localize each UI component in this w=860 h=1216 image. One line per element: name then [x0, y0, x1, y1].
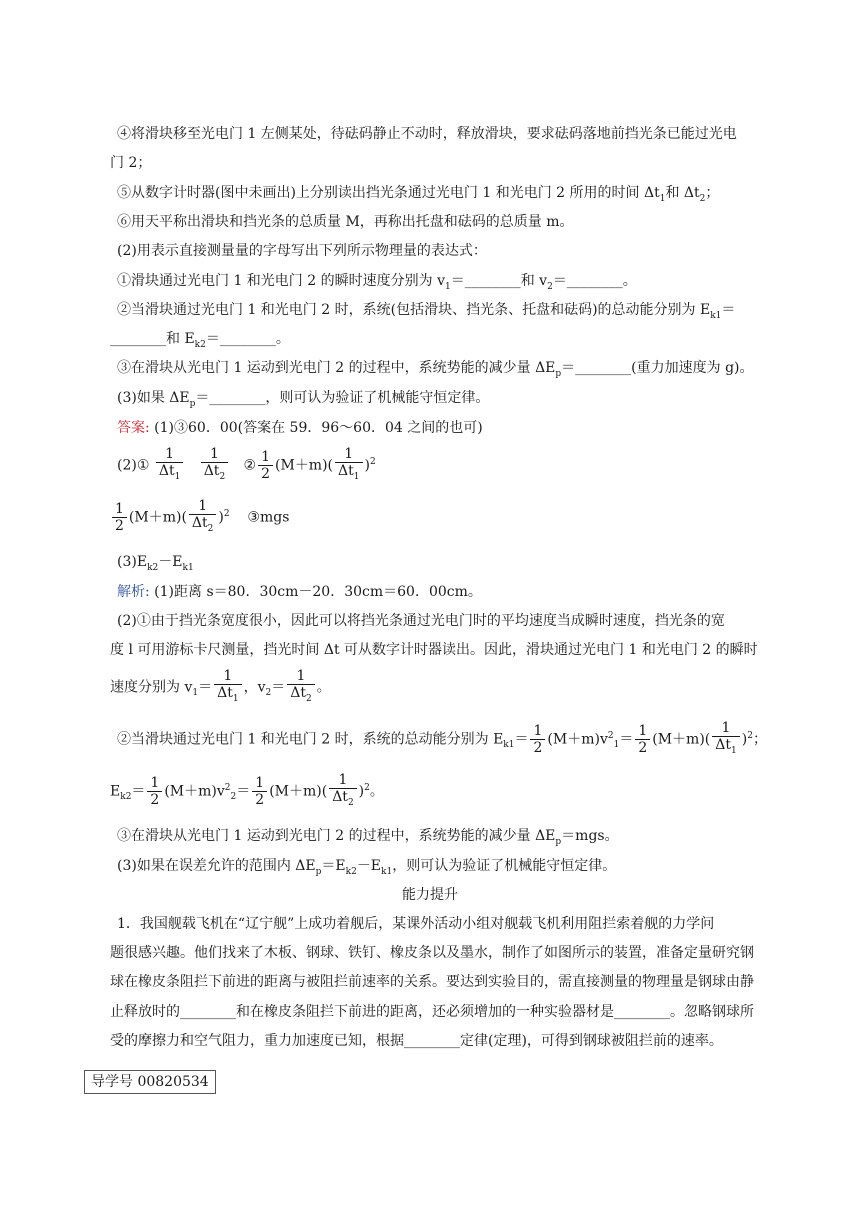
analysis-half-2: $\frac{1}{2}$ [635, 723, 650, 756]
answer-label: 答案: [117, 420, 150, 436]
answer-fraction-2: $\frac{1}{\Delta t_2}$ [201, 446, 228, 485]
step-4-line-2: 门 2； [110, 155, 152, 171]
analysis-fraction-ek1: $\frac{1}{\Delta t_1}$ [712, 720, 739, 759]
analysis-half-1: $\frac{1}{2}$ [530, 723, 545, 756]
answer-line-1: 答案: (1)③60．00(答案在 59．96～60．04 之间的也可) [117, 420, 483, 436]
problem-1-line-4: 止释放时的________和在橡皮条阻拦下前进的距离，还必须增加的一种实验器材是________。忽略钢球所 [110, 1004, 754, 1020]
analysis-fraction-v2: $\frac{1}{\Delta t_2}$ [287, 668, 314, 707]
analysis-line-8: (3)如果在误差允许的范围内 $\Delta E_p=E_{k2}-E_{k1}$，则可认为验证了机械能守恒定律。 [117, 858, 617, 877]
part-2-intro: (2)用表示直接测量量的字母写出下列所示物理量的表达式： [117, 243, 487, 259]
analysis-line-3: 度 l 可用游标卡尺测量，挡光时间 Δt 可从数字计时器读出。因此，滑块通过光电门 1 和光电门 2 的瞬时 [110, 642, 758, 658]
part-3-question: (3)如果 $\Delta E_p=\_\_\_\_\_\_\_\_$，则可认为验证了机械能守恒定律。 [117, 390, 490, 409]
analysis-line-5: ②当滑块通过光电门 1 和光电门 2 时，系统的总动能分别为 $E_{k1}=$ $\frac{1}{2}$ $(M+m)v^2_1=$ $\frac{1}{2}$ (M＋m)( $\frac{1}{\Delta t_1}$ )$^2$； [117, 720, 797, 764]
answer-line-2: (2)① $\frac{1}{\Delta t_1}$ $\frac{1}{\Delta t_2}$ ② $\frac{1}{2}$ (M＋m)( $\frac{1}{\Delta t_1}$ )$^2$ [117, 446, 797, 490]
analysis-line-7: ③在滑块从光电门 1 运动到光电门 2 的过程中，系统势能的减少量 $\Delta E_p=mgs$。 [117, 828, 619, 847]
step-4-line-1: ④将滑块移至光电门 1 左侧某处，待砝码静止不动时，释放滑块，要求砝码落地前挡光条已能过光电 [117, 126, 737, 142]
analysis-label: 解析: [117, 584, 150, 600]
analysis-line-6: $E_{k2}=$ $\frac{1}{2}$ $(M+m)v^2_2=$ $\frac{1}{2}$ (M＋m)( $\frac{1}{\Delta t_2}$ )$^2$。 [110, 772, 790, 816]
answer-half: $\frac{1}{2}$ [258, 449, 273, 482]
answer-fraction-1: $\frac{1}{\Delta t_1}$ [156, 446, 183, 485]
problem-1-line-2: 题很感兴趣。他们找来了木板、钢球、铁钉、橡皮条以及墨水，制作了如图所示的装置，准备定量研究钢 [110, 945, 754, 961]
problem-1-line-5: 受的摩擦力和空气阻力，重力加速度已知，根据________定律(定理)，可得到钢球被阻拦前的速率。 [110, 1033, 723, 1049]
answer-line-4: $(3)E_{k2}-E_{k1}$ [117, 554, 194, 573]
answer-line-3: $\frac{1}{2}$ (M＋m)( $\frac{1}{\Delta t_2}$ )$^2$ ③mgs [110, 498, 790, 542]
analysis-line-1: 解析: (1)距离 s＝80．30cm－20．30cm＝60．00cm。 [117, 584, 482, 600]
part-2-question-1: ①滑块通过光电门 1 和光电门 2 的瞬时速度分别为 $v_1=\_\_\_\_\_\_\_\_$和 $v_2=\_\_\_\_\_\_\_\_$。 [117, 273, 637, 292]
step-6: ⑥用天平称出滑块和挡光条的总质量 M，再称出托盘和砝码的总质量 m。 [117, 214, 574, 230]
step-5: ⑤从数字计时器(图中未画出)上分别读出挡光条通过光电门 1 和光电门 2 所用的时间 $\Delta t_1$和 $\Delta t_2$； [117, 185, 720, 204]
answer-fraction-3: $\frac{1}{\Delta t_1}$ [335, 446, 362, 485]
answer-fraction-4: $\frac{1}{\Delta t_2}$ [189, 498, 216, 537]
section-title: 能力提升 [402, 887, 458, 903]
answer-half-2: $\frac{1}{2}$ [112, 501, 127, 534]
problem-1-line-3: 球在橡皮条阻拦下前进的距离与被阻拦前速率的关系。要达到实验目的，需直接测量的物理量是钢球由静 [110, 974, 754, 990]
analysis-half-3: $\frac{1}{2}$ [147, 775, 162, 808]
part-2-question-3: ③在滑块从光电门 1 运动到光电门 2 的过程中，系统势能的减少量 $\Delta E_p=\_\_\_\_\_\_\_\_$(重力加速度为 g)。 [117, 360, 754, 379]
analysis-fraction-ek2: $\frac{1}{\Delta t_2}$ [329, 772, 356, 811]
analysis-fraction-v1: $\frac{1}{\Delta t_1}$ [214, 668, 241, 707]
guide-number-box: 导学号 00820534 [84, 1070, 216, 1094]
problem-1-line-1: 1．我国舰载飞机在“辽宁舰”上成功着舰后，某课外活动小组对舰载飞机利用阻拦索着舰的力学问 [117, 916, 715, 932]
analysis-line-4: 速度分别为 $v_1=$ $\frac{1}{\Delta t_1}$ ，$v_2=$ $\frac{1}{\Delta t_2}$ 。 [110, 668, 790, 712]
part-2-question-2-line-2: ________和 $E_{k2}=\_\_\_\_\_\_\_\_$。 [110, 331, 290, 350]
part-2-question-2-line-1: ②当滑块通过光电门 1 和光电门 2 时，系统(包括滑块、挡光条、托盘和砝码)的总动能分别为 $E_{k1}=$ [117, 302, 736, 321]
analysis-half-4: $\frac{1}{2}$ [252, 775, 267, 808]
analysis-line-2: (2)①由于挡光条宽度很小，因此可以将挡光条通过光电门时的平均速度当成瞬时速度，挡光条的宽 [117, 613, 725, 629]
